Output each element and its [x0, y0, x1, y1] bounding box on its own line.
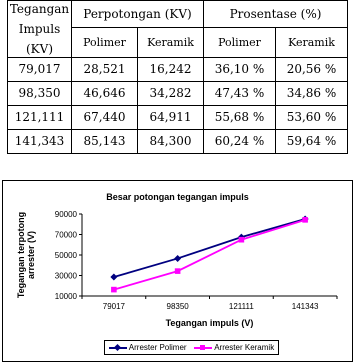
data-point-keramik	[175, 268, 181, 274]
data-point-keramik	[111, 287, 117, 293]
header-prosentase: Prosentase (%)	[204, 1, 348, 28]
y-axis-label: arrester (V)	[26, 230, 36, 280]
legend-label-polimer: Arrester Polimer	[128, 343, 187, 352]
table-cell: 55,68 %	[204, 106, 276, 130]
y-tick-label: 70000	[54, 230, 77, 240]
table-cell: 84,300	[138, 130, 204, 154]
table-cell: 20,56 %	[276, 58, 348, 82]
table-cell: 141,343	[8, 130, 72, 154]
table-cell: 36,10 %	[204, 58, 276, 82]
table-cell: 79,017	[8, 58, 72, 82]
table-cell: 16,242	[138, 58, 204, 82]
legend-swatch-polimer	[109, 345, 127, 351]
table-cell: 34,86 %	[276, 82, 348, 106]
y-tick-label: 50000	[54, 251, 77, 260]
y-tick-label: 10000	[54, 292, 77, 301]
table-cell: 53,60 %	[276, 106, 348, 130]
x-tick-label: 79017	[102, 302, 125, 311]
subheader-polimer-kv: Polimer	[72, 28, 138, 58]
chart-title: Besar potongan tegangan impuls	[106, 192, 249, 202]
table-cell: 85,143	[72, 130, 138, 154]
table-cell: 34,282	[138, 82, 204, 106]
x-tick-label: 121111	[228, 302, 254, 311]
header-tegangan-impuls	[8, 1, 72, 58]
table-cell: 64,911	[138, 106, 204, 130]
table-row	[8, 130, 348, 154]
table-cell: 60,24 %	[204, 130, 276, 154]
y-axis-label: Tegangan terpotong	[16, 211, 26, 299]
header-line-2: Impuls	[18, 22, 61, 36]
y-tick-label: 90000	[54, 210, 77, 219]
table-row	[8, 82, 348, 106]
chart-legend	[104, 340, 279, 355]
y-tick-label: 30000	[54, 271, 77, 281]
x-tick-label: 141343	[291, 302, 319, 311]
data-point-keramik	[302, 217, 308, 223]
legend-item-polimer	[109, 343, 187, 352]
table-cell: 28,521	[72, 58, 138, 82]
data-table	[7, 0, 348, 154]
table-cell: 98,350	[8, 82, 72, 106]
series-line-polimer	[114, 219, 305, 277]
x-axis-label: Tegangan impuls (V)	[165, 318, 254, 328]
subheader-keramik-pct: Keramik	[276, 28, 348, 58]
legend-swatch-keramik	[194, 345, 212, 351]
data-point-keramik	[239, 237, 245, 243]
header-perpotongan: Perpotongan (KV)	[72, 1, 204, 28]
legend-label-keramik: Arrester Keramik	[214, 343, 275, 352]
legend-item-keramik	[194, 343, 274, 352]
table-row	[8, 106, 348, 130]
series-line-keramik	[114, 220, 305, 290]
table-row	[8, 58, 348, 82]
subheader-keramik-kv: Keramik	[138, 28, 204, 58]
table-cell: 47,43 %	[204, 82, 276, 106]
x-tick-label: 98350	[166, 302, 189, 311]
table-cell: 121,111	[8, 106, 72, 130]
header-line-1: Tegangan	[9, 2, 70, 16]
data-point-polimer	[174, 255, 181, 262]
data-point-polimer	[110, 274, 117, 281]
table-cell: 59,64 %	[276, 130, 348, 154]
table-cell: 67,440	[72, 106, 138, 130]
line-chart	[2, 180, 353, 362]
header-line-3: (KV)	[26, 42, 53, 56]
subheader-polimer-pct: Polimer	[204, 28, 276, 58]
table-cell: 46,646	[72, 82, 138, 106]
